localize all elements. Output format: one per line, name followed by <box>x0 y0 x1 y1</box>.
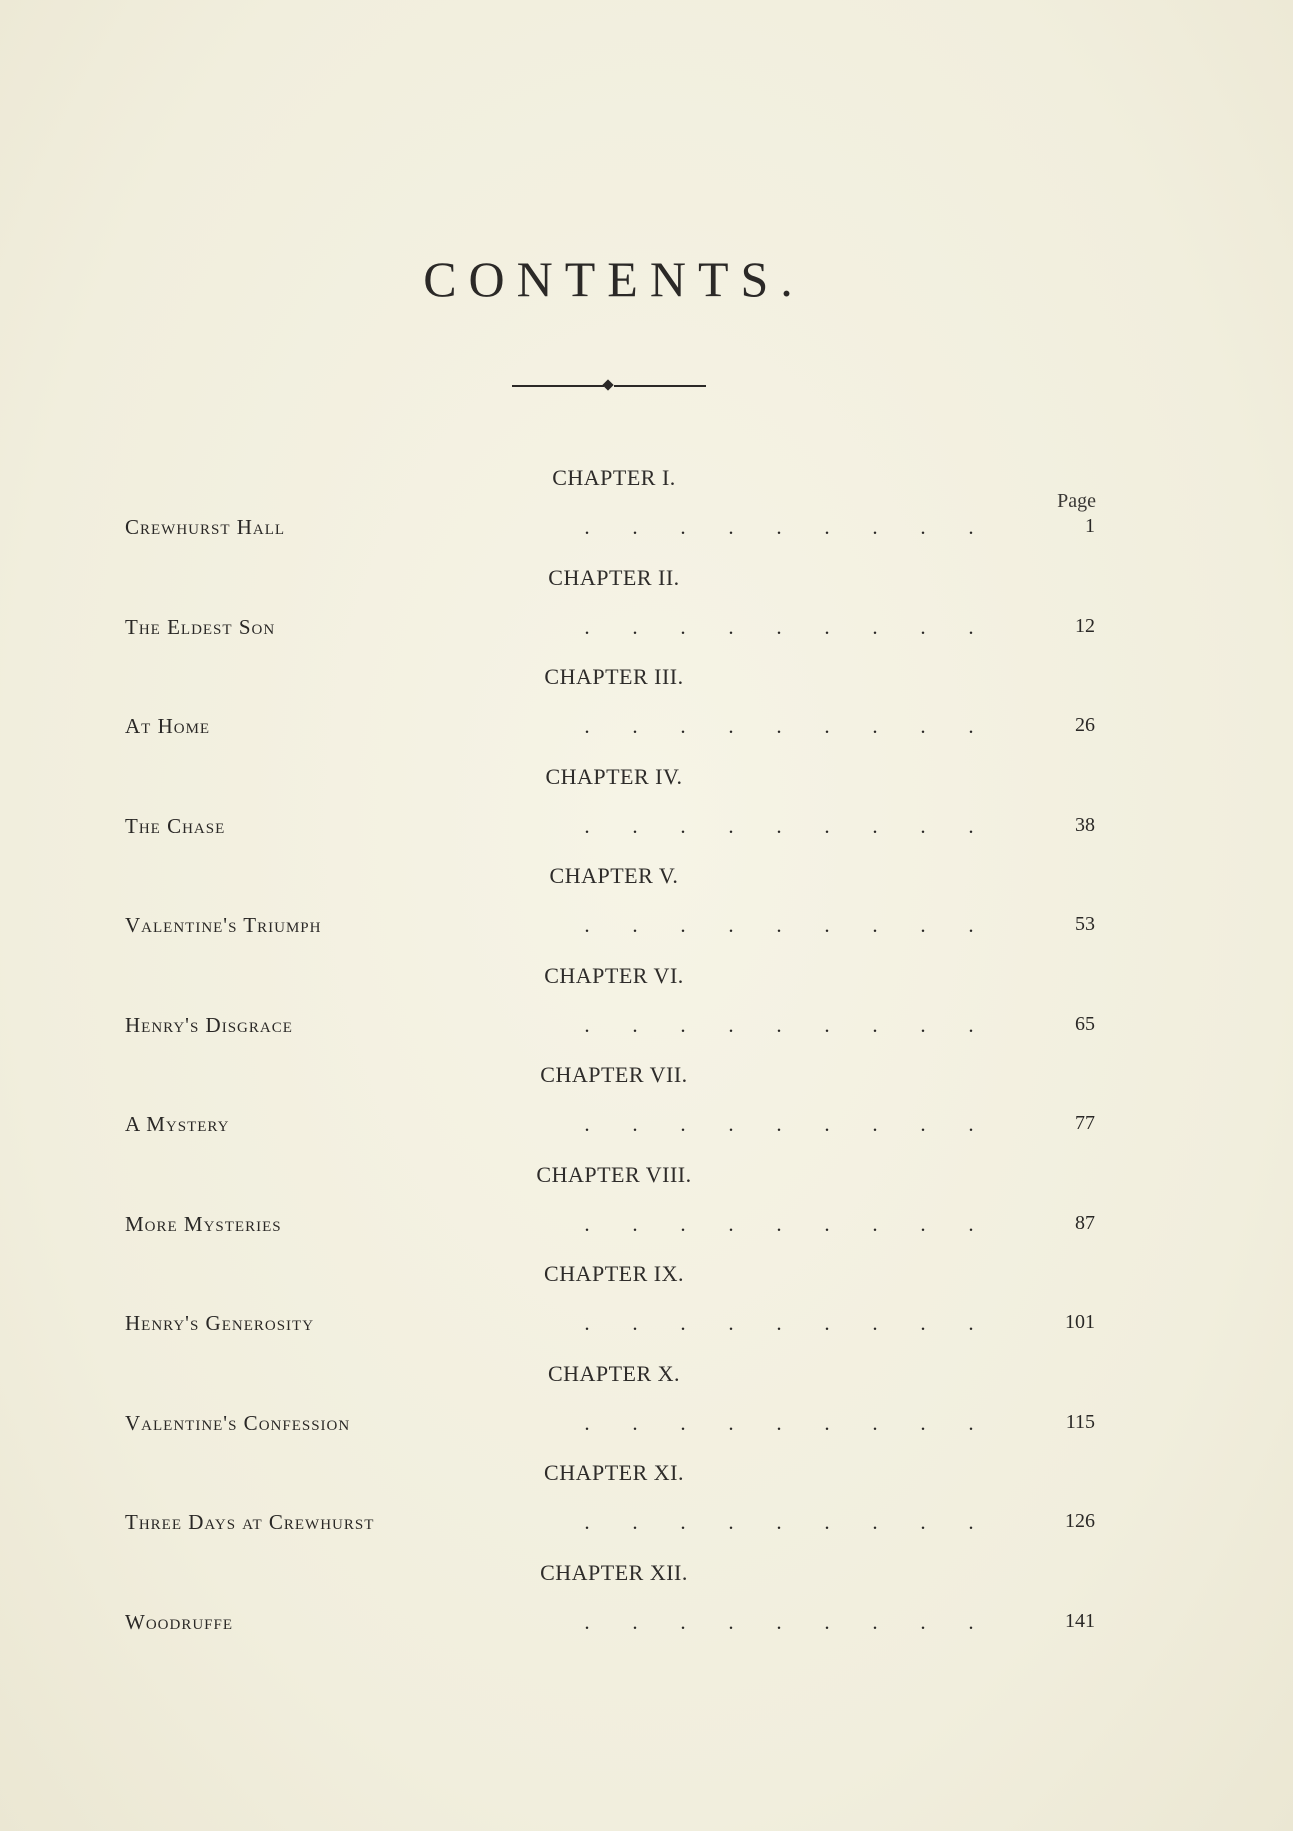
chapter-title: A Mystery <box>125 1112 230 1136</box>
chapter-heading: CHAPTER IX. <box>544 1261 684 1286</box>
chapter-title: Crewhurst Hall <box>125 515 286 539</box>
page-number: 115 <box>1065 1410 1095 1433</box>
chapter-heading: CHAPTER XII. <box>540 1559 688 1585</box>
chapter-heading: CHAPTER VI. <box>544 962 684 988</box>
toc-entry <box>125 1411 1095 1437</box>
chapter-title: At Home <box>125 714 211 738</box>
page-number: 12 <box>1075 614 1095 637</box>
chapter-title: More Mysteries <box>125 1211 282 1236</box>
page-number: 77 <box>1075 1112 1095 1134</box>
chapter-title: Woodruffe <box>125 1609 234 1634</box>
toc-entry <box>125 1610 1095 1636</box>
page-number: 38 <box>1075 813 1095 836</box>
chapter-heading: CHAPTER X. <box>547 1360 681 1386</box>
chapter-heading: CHAPTER IV. <box>545 763 683 789</box>
toc-entry <box>125 1510 1095 1536</box>
chapter-heading: CHAPTER V. <box>549 863 679 888</box>
dot-leaders: . . . . . . . . . <box>584 614 974 639</box>
page-number: 87 <box>1075 1211 1095 1234</box>
toc-entry <box>125 714 1095 740</box>
chapter-title: Henry's Generosity <box>125 1311 315 1335</box>
dot-leaders: . . . . . . . . . <box>584 913 974 937</box>
toc-entry <box>125 515 1095 541</box>
toc-entry <box>125 1112 1095 1138</box>
chapter-title: The Eldest Son <box>125 614 276 639</box>
page-number: 1 <box>1085 515 1095 537</box>
chapter-title: The Chase <box>125 813 226 838</box>
dot-leaders: . . . . . . . . . <box>584 714 974 738</box>
toc-entry <box>125 1013 1095 1039</box>
chapter-heading: CHAPTER I. <box>552 465 676 490</box>
page-column-label: Page <box>1057 490 1096 512</box>
dot-leaders: . . . . . . . . . <box>584 515 974 539</box>
chapter-title: Valentine's Triumph <box>125 913 322 937</box>
chapter-title: Three Days at Crewhurst <box>125 1510 375 1534</box>
dot-leaders: . . . . . . . . . <box>584 1609 974 1634</box>
page-number: 65 <box>1075 1012 1095 1035</box>
chapter-title: Henry's Disgrace <box>125 1012 293 1037</box>
toc-entry <box>125 814 1095 840</box>
dot-leaders: . . . . . . . . . <box>584 1211 974 1236</box>
chapter-heading: CHAPTER III. <box>544 664 684 689</box>
dot-leaders: . . . . . . . . . <box>584 813 974 838</box>
toc-entry <box>125 615 1095 641</box>
divider-line-left <box>512 385 604 387</box>
chapter-heading: CHAPTER II. <box>548 564 680 590</box>
dot-leaders: . . . . . . . . . <box>584 1311 974 1335</box>
toc-entry <box>125 1212 1095 1238</box>
page-number: 126 <box>1065 1510 1095 1532</box>
dot-leaders: . . . . . . . . . <box>584 1112 974 1136</box>
page-title: CONTENTS. <box>423 251 805 307</box>
dot-leaders: . . . . . . . . . <box>584 1410 974 1435</box>
page-number: 141 <box>1065 1609 1095 1632</box>
chapter-title: Valentine's Confession <box>125 1410 351 1435</box>
chapter-heading: CHAPTER VIII. <box>536 1161 692 1187</box>
toc-entry <box>125 1311 1095 1337</box>
page-number: 53 <box>1075 913 1095 935</box>
divider-ornament <box>512 378 706 394</box>
chapter-heading: CHAPTER XI. <box>544 1460 684 1485</box>
toc-entry <box>125 913 1095 939</box>
dot-leaders: . . . . . . . . . <box>584 1012 974 1037</box>
diamond-icon <box>602 379 613 390</box>
chapter-heading: CHAPTER VII. <box>540 1062 688 1087</box>
dot-leaders: . . . . . . . . . <box>584 1510 974 1534</box>
divider-line-right <box>614 385 706 387</box>
page-number: 26 <box>1075 714 1095 736</box>
page-number: 101 <box>1065 1311 1095 1333</box>
